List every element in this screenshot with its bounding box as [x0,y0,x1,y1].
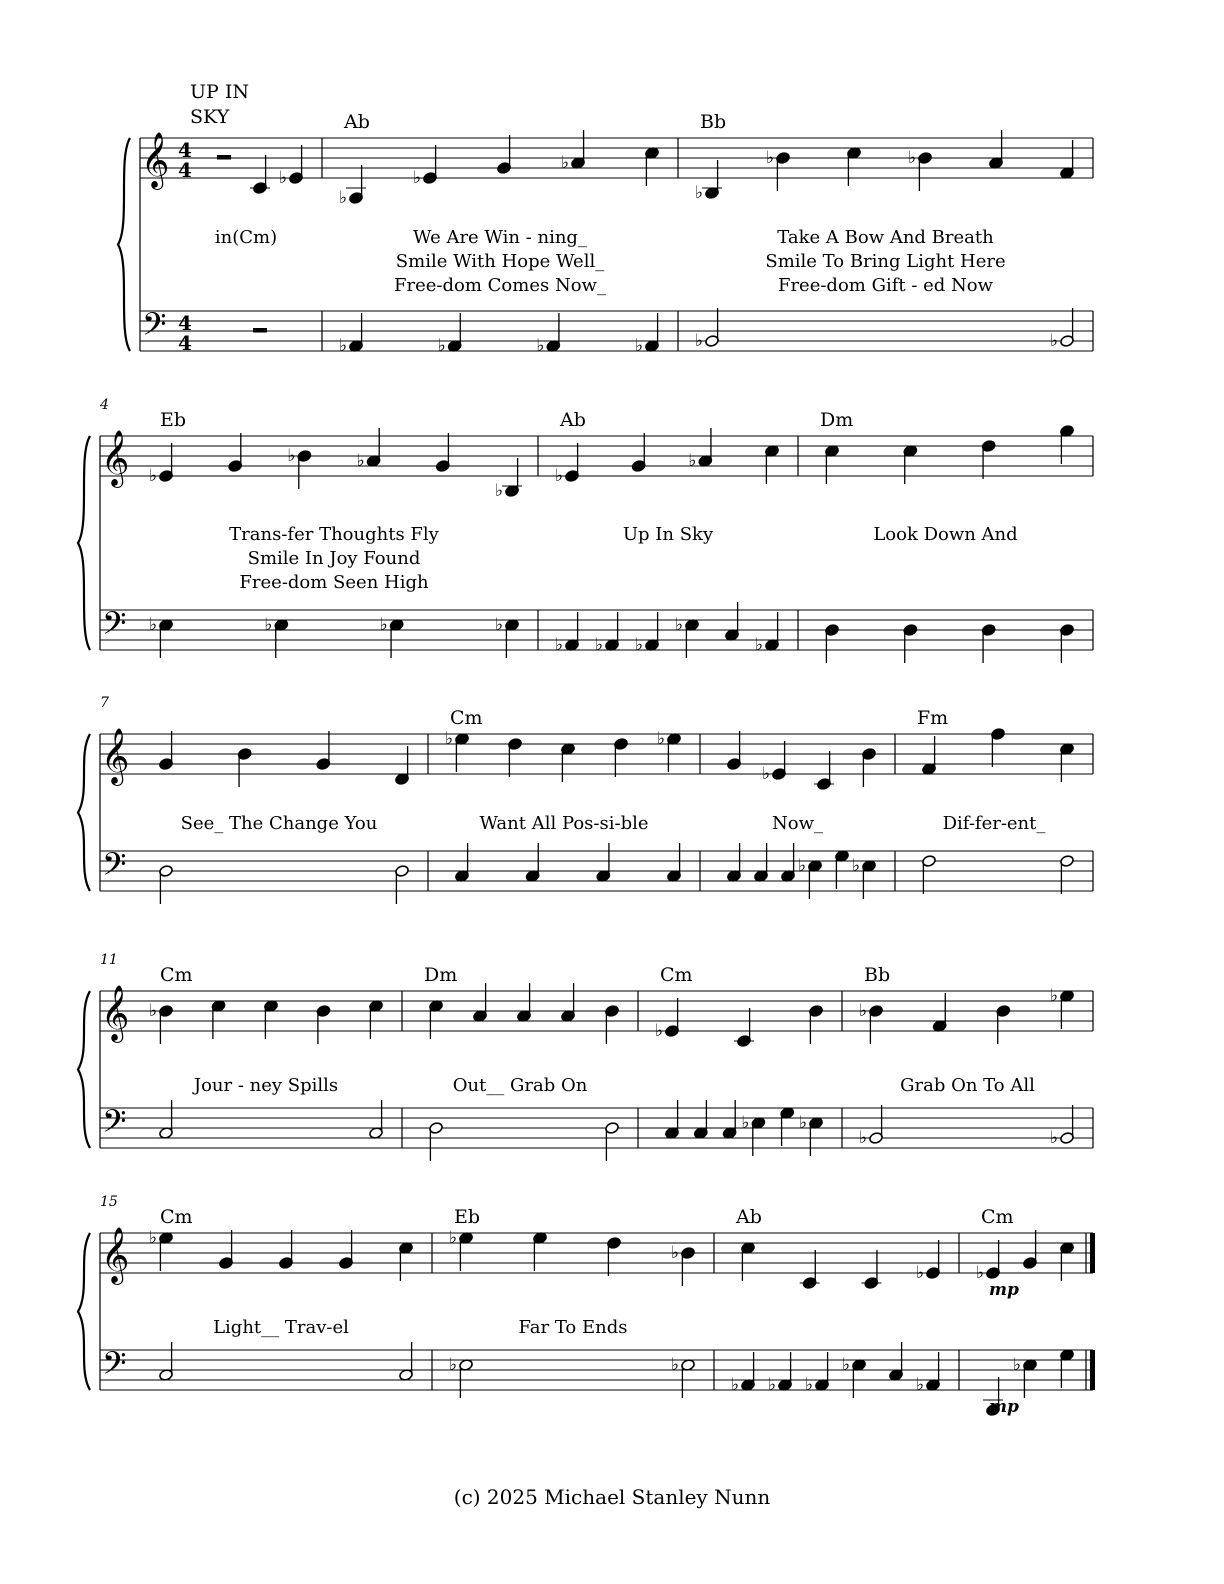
treble-clef-icon: 𝄞 [101,1227,130,1283]
treble-clef-icon: 𝄞 [101,985,130,1041]
flat-icon: ♭ [766,148,775,168]
treble-clef-icon: 𝄞 [101,728,130,784]
flat-icon: ♭ [842,1355,851,1375]
song-title-line-2: SKY [190,106,230,128]
treble-clef-icon: 𝄞 [101,430,130,486]
treble-note [1050,986,1074,1029]
measure [215,145,304,333]
bass-note [671,1355,695,1398]
bass-staff [100,851,1093,891]
treble-note [555,443,579,486]
chord-symbol: Cm [160,964,193,986]
bass-note [449,1355,473,1398]
treble-note [864,1250,879,1289]
system-2 [78,397,1093,663]
flat-icon: ♭ [1050,986,1059,1006]
flat-icon: ♭ [561,153,570,173]
flat-icon: ♭ [149,1001,158,1021]
treble-note [847,147,862,186]
chord-symbol: Dm [820,409,854,431]
flat-icon: ♭ [688,451,697,471]
treble-note [495,458,519,501]
lyric-line: Now_ [772,813,823,834]
lyric-line: Free-dom Gift - ed Now [777,275,994,296]
flat-icon: ♭ [536,336,545,356]
system-5 [78,1194,1095,1417]
measure [424,964,619,1161]
treble-note [825,445,840,484]
final-barline [1090,1233,1095,1273]
treble-note [253,155,268,194]
bass-note [725,602,740,641]
flat-icon: ♭ [731,1375,740,1395]
bass-note [741,1113,765,1156]
flat-icon: ♭ [449,1355,458,1375]
chord-symbol: Ab [560,409,586,431]
flat-icon: ♭ [655,1021,664,1041]
lyric-line: in(Cm) [214,227,278,248]
treble-note [976,1240,1000,1283]
flat-icon: ♭ [762,764,771,784]
flat-icon: ♭ [1050,331,1059,351]
bass-note [1050,1105,1074,1148]
treble-note [211,1000,226,1039]
chord-symbol: Cm [981,1206,1014,1228]
measure [917,707,1074,894]
measure [695,111,1074,351]
treble-note [916,1240,940,1283]
bass-staff [140,311,1093,351]
treble-clef-icon: 𝄞 [141,132,170,188]
flat-icon: ♭ [1050,1128,1059,1148]
bass-clef-icon: 𝄢 [142,306,167,350]
flat-icon: ♭ [675,615,684,635]
bass-clef-icon: 𝄢 [102,605,127,649]
flat-icon: ♭ [449,1228,458,1248]
lyric-line: Dif-fer-ent_ [942,813,1046,834]
lyric-line: Up In Sky [622,524,714,545]
measure [727,731,877,899]
lyric-line: Out__ Grab On [452,1075,588,1096]
bass-note [859,1105,883,1148]
measure [820,409,1074,663]
brace [78,734,90,891]
treble-note [473,983,488,1022]
chord-symbol: Ab [344,111,370,133]
treble-note [991,728,1006,767]
bass-note [1060,855,1075,894]
treble-note [339,165,363,208]
treble-staff [100,436,1093,476]
treble-note [1023,1230,1038,1269]
treble-note [561,743,576,782]
flat-icon: ♭ [287,446,296,466]
lyric-line: Want All Pos-si-ble [479,813,649,834]
treble-note [561,983,576,1022]
treble-note [149,1001,173,1044]
flat-icon: ♭ [799,1113,808,1133]
bass-note [635,612,659,655]
treble-note [264,1000,279,1039]
treble-note [445,729,469,772]
lyric-line: Smile With Hope Well_ [395,251,605,272]
bass-note [536,313,560,356]
flat-icon: ♭ [495,481,504,501]
lyric-line: Grab On To All [900,1075,1035,1096]
treble-note [449,1228,473,1271]
bass-note [399,1342,414,1381]
treble-note [287,446,311,489]
flat-icon: ♭ [149,615,158,635]
chord-symbol: Dm [424,964,458,986]
treble-staff [100,1233,1093,1273]
treble-note [561,130,585,173]
measure-number: 4 [100,397,109,413]
chord-symbol: Bb [864,964,891,986]
system-3 [78,695,1093,904]
measure [445,707,681,882]
bass-note [438,313,462,356]
flat-icon: ♭ [339,336,348,356]
bass-note [780,1107,795,1146]
bass-note [605,1122,620,1161]
treble-note [279,1230,294,1269]
treble-note [817,751,832,790]
bass-note [825,624,840,663]
chord-symbol: Cm [450,707,483,729]
dynamic-marking: mp [989,1280,1019,1300]
flat-icon: ♭ [695,183,704,203]
bass-note [755,612,779,655]
bass-staff [100,1108,1093,1148]
flat-icon: ♭ [279,168,288,188]
measure-number: 15 [100,1194,118,1210]
treble-note [1060,425,1075,464]
flat-icon: ♭ [798,856,807,876]
chord-symbol: Cm [160,1206,193,1228]
treble-note [1060,140,1075,179]
bass-note [1050,308,1074,351]
bass-note [922,855,937,894]
treble-note [339,1230,354,1269]
lyric-line: Smile In Joy Found [247,548,421,569]
flat-icon: ♭ [768,1375,777,1395]
bass-note [754,843,769,882]
flat-icon: ♭ [859,1001,868,1021]
bass-note [159,1342,174,1381]
treble-note [395,746,410,785]
bass-note [889,1342,904,1381]
lyric-line: See_ The Change You [180,813,378,834]
flat-icon: ♭ [595,635,604,655]
treble-note [645,147,660,186]
treble-note [517,983,532,1022]
flat-icon: ♭ [976,1263,985,1283]
bass-note [722,1100,737,1139]
treble-note [149,1228,173,1271]
bass-staff [100,1350,1093,1390]
chord-symbol: Cm [660,964,693,986]
bass-note [159,865,174,904]
lyric-line: Smile To Bring Light Here [765,251,1006,272]
bass-note [1060,1349,1075,1388]
measure-number: 11 [100,952,118,968]
bass-note [1013,1355,1037,1398]
flat-icon: ♭ [555,466,564,486]
treble-note [159,731,174,770]
measure [731,1206,940,1398]
treble-note [657,729,681,772]
treble-note [533,1232,548,1271]
time-sig-bottom: 4 [178,158,192,182]
brace [78,991,90,1148]
bass-note [264,615,288,658]
treble-note [671,1243,695,1286]
chord-symbol: Ab [736,1206,762,1228]
treble-note [435,433,450,472]
bass-note [429,1122,444,1161]
bass-note [380,615,404,658]
bass-note [799,1113,823,1156]
measure [159,731,410,904]
song-title-line-1: UP IN [190,81,249,103]
lyric-line: Look Down And [873,524,1018,545]
treble-note [981,440,996,479]
treble-note [369,1000,384,1039]
system-4 [78,952,1093,1161]
bass-note [665,1100,680,1139]
treble-note [989,130,1004,169]
treble-note [237,748,252,787]
chord-symbol: Fm [917,707,949,729]
chord-symbol: Eb [454,1206,481,1228]
flat-icon: ♭ [755,635,764,655]
treble-note [1060,1242,1075,1281]
flat-icon: ♭ [859,1128,868,1148]
measure [655,964,823,1156]
chord-symbol: Eb [160,409,187,431]
bass-note [903,624,918,663]
treble-note [762,741,786,784]
bass-note [149,615,173,658]
treble-note [228,433,243,472]
treble-note [279,145,303,188]
bass-note [693,1100,708,1139]
treble-note [765,445,780,484]
treble-note [922,736,937,775]
bass-clef-icon: 𝄢 [102,1345,127,1389]
lyric-line: Free-dom Comes Now_ [394,275,606,296]
treble-note [859,1001,883,1044]
bass-note [339,313,363,356]
bass-note [852,856,876,899]
treble-note [996,1005,1011,1044]
bass-note [805,1352,829,1395]
treble-note [316,731,331,770]
flat-icon: ♭ [916,1263,925,1283]
bass-note [525,843,540,882]
bass-note [916,1352,940,1395]
flat-icon: ♭ [805,1375,814,1395]
flat-icon: ♭ [695,331,704,351]
treble-note [932,993,947,1032]
treble-note [809,1005,824,1044]
flat-icon: ♭ [657,729,666,749]
treble-note [399,1242,414,1281]
treble-note [766,148,790,191]
half-rest-icon [217,155,231,160]
bass-note [495,615,519,658]
treble-note [1060,743,1075,782]
flat-icon: ♭ [437,336,446,356]
treble-note [695,160,719,203]
lyric-line: Light__ Trav-el [213,1317,349,1338]
lyric-line: Take A Bow And Breath [777,227,994,248]
bass-note [731,1352,755,1395]
treble-note [688,428,712,471]
measure [449,1206,695,1398]
flat-icon: ♭ [671,1355,680,1375]
flat-icon: ♭ [741,1113,750,1133]
bass-note [667,843,682,882]
bass-note [798,856,822,899]
treble-note [631,433,646,472]
treble-note [508,738,523,777]
flat-icon: ♭ [356,451,365,471]
measure [859,964,1074,1148]
bass-note [455,843,470,882]
treble-note [357,428,381,471]
measure [149,964,383,1139]
lyric-line: Far To Ends [518,1317,628,1338]
treble-note [802,1250,817,1289]
bass-note [981,624,996,663]
measure [149,1206,413,1381]
treble-note [908,148,932,191]
treble-note [903,445,918,484]
bass-note [727,843,742,882]
time-sig-bottom: 4 [178,331,192,355]
treble-note [497,135,512,174]
bass-note [842,1355,866,1398]
treble-note [429,1000,444,1039]
brace [78,1233,90,1390]
lyric-line: Jour - ney Spills [193,1075,339,1096]
flat-icon: ♭ [445,729,454,749]
flat-icon: ♭ [149,1228,158,1248]
bass-note [781,843,796,882]
measure-number: 7 [100,695,109,711]
lyric-line: We Are Win - ning_ [413,227,587,248]
flat-icon: ♭ [635,336,644,356]
flat-icon: ♭ [149,466,158,486]
half-rest-icon [253,328,267,333]
flat-icon: ♭ [339,188,348,208]
treble-note [614,738,629,777]
bass-note [595,612,619,655]
time-sig-top: 4 [178,311,192,335]
flat-icon: ♭ [635,635,644,655]
bass-note [768,1352,792,1395]
treble-note [607,1237,622,1276]
bass-clef-icon: 𝄢 [102,1103,127,1147]
copyright-footer: (c) 2025 Michael Stanley Nunn [453,1485,771,1509]
treble-note [413,145,437,188]
flat-icon: ♭ [916,1375,925,1395]
flat-icon: ♭ [908,148,917,168]
bass-note [635,313,659,356]
flat-icon: ♭ [852,856,861,876]
bass-note [835,850,850,889]
brace [78,436,90,650]
bass-clef-icon: 𝄢 [102,846,127,890]
final-barline [1090,1350,1095,1390]
dynamic-marking: mp [989,1397,1019,1417]
bass-note [159,1100,174,1139]
flat-icon: ♭ [671,1243,680,1263]
treble-note [737,1008,752,1047]
flat-icon: ♭ [413,168,422,188]
treble-note [605,1005,620,1044]
bass-note [596,843,611,882]
lyric-line: Free-dom Seen High [239,572,429,593]
measure [976,1206,1074,1417]
flat-icon: ♭ [555,635,564,655]
bass-note [1060,624,1075,663]
flat-icon: ♭ [264,615,273,635]
bass-note [369,1100,384,1139]
flat-icon: ♭ [495,615,504,635]
flat-icon: ♭ [379,615,388,635]
system-1 [118,111,1093,356]
treble-note [727,731,742,770]
bass-note [675,615,699,658]
treble-note [316,1005,331,1044]
bass-note [555,612,579,655]
treble-note [149,443,173,486]
bass-note [395,865,410,904]
treble-note [655,998,679,1041]
brace [118,138,130,351]
chord-symbol: Bb [700,111,727,133]
time-sig-top: 4 [178,138,192,162]
treble-note [862,748,877,787]
treble-note [741,1242,756,1281]
treble-note [219,1230,234,1269]
lyric-line: Trans-fer Thoughts Fly [229,524,439,545]
flat-icon: ♭ [1013,1355,1022,1375]
bass-note [695,308,719,351]
